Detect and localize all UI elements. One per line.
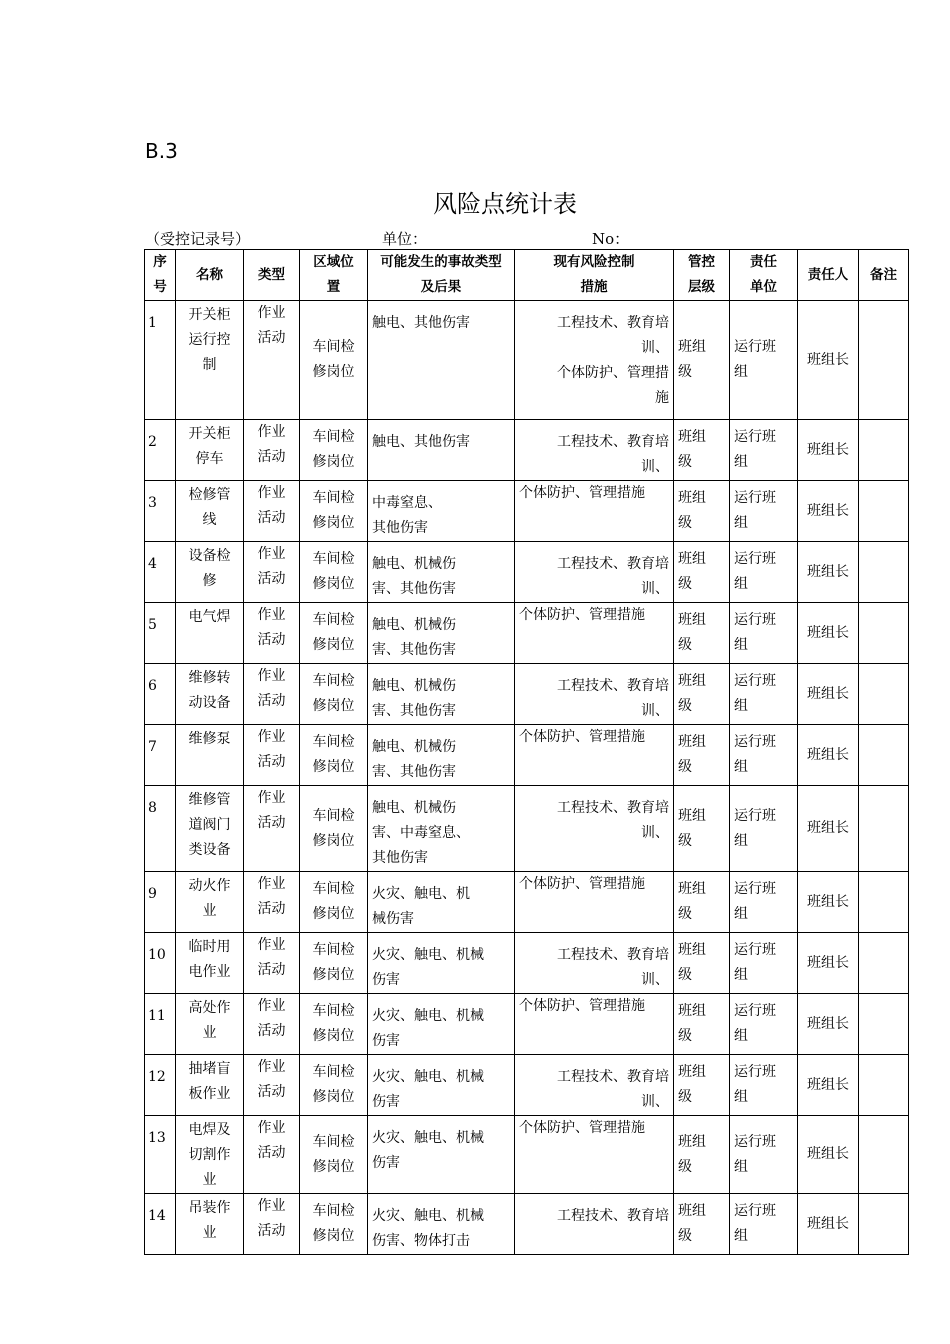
row-level: 班组 级 [674,872,730,933]
row-note [859,542,909,603]
row-note [859,603,909,664]
header-seq: 序 号 [145,250,176,301]
header-consequence: 可能发生的事故类型 及后果 [368,250,515,301]
table-row [145,872,909,933]
row-consequence: 中毒窒息、 其他伤害 [368,481,515,542]
row-note [859,1116,909,1194]
row-note [859,786,909,872]
row-measures: 个体防护、管理措施 [515,872,674,933]
table-row [145,420,909,481]
row-person: 班组长 [798,725,859,786]
row-level: 班组 级 [674,301,730,420]
table-row [145,786,909,872]
row-seq: 10 [145,933,176,994]
row-note [859,664,909,725]
row-area: 车间检 修岗位 [300,481,368,542]
row-type: 作业 活动 [244,725,300,786]
row-area: 车间检 修岗位 [300,664,368,725]
row-consequence: 火灾、触电、机械 伤害 [368,1116,515,1194]
row-name: 电气焊 [176,603,244,664]
section-number: B.3 [145,139,178,163]
header-level: 管控 层级 [674,250,730,301]
row-name: 维修转 动设备 [176,664,244,725]
row-consequence: 触电、机械伤 害、其他伤害 [368,603,515,664]
row-consequence: 火灾、触电、机械 伤害 [368,1055,515,1116]
table-row [145,1055,909,1116]
page-title: 风险点统计表 [433,190,577,218]
row-person: 班组长 [798,933,859,994]
row-seq: 3 [145,481,176,542]
row-area: 车间检 修岗位 [300,1116,368,1194]
row-consequence: 触电、机械伤 害、其他伤害 [368,542,515,603]
row-type: 作业 活动 [244,1116,300,1194]
row-consequence: 触电、其他伤害 [368,301,515,420]
row-area: 车间检 修岗位 [300,301,368,420]
row-area: 车间检 修岗位 [300,786,368,872]
row-measures: 工程技术、教育培 训、 [515,420,674,481]
row-seq: 2 [145,420,176,481]
row-type: 作业 活动 [244,994,300,1055]
row-area: 车间检 修岗位 [300,542,368,603]
row-unit: 运行班 组 [730,725,798,786]
row-level: 班组 级 [674,933,730,994]
row-person: 班组长 [798,481,859,542]
row-person: 班组长 [798,1055,859,1116]
header-name: 名称 [176,250,244,301]
table-row [145,933,909,994]
row-person: 班组长 [798,420,859,481]
row-note [859,994,909,1055]
row-name: 高处作 业 [176,994,244,1055]
table-row [145,664,909,725]
row-person: 班组长 [798,1116,859,1194]
row-area: 车间检 修岗位 [300,1194,368,1255]
row-level: 班组 级 [674,994,730,1055]
row-name: 维修泵 [176,725,244,786]
row-measures: 工程技术、教育培 训、 [515,1055,674,1116]
row-measures: 个体防护、管理措施 [515,1116,674,1194]
row-area: 车间检 修岗位 [300,933,368,994]
row-note [859,481,909,542]
row-type: 作业 活动 [244,542,300,603]
row-consequence: 火灾、触电、机 械伤害 [368,872,515,933]
row-unit: 运行班 组 [730,786,798,872]
row-person: 班组长 [798,1194,859,1255]
row-consequence: 触电、机械伤 害、其他伤害 [368,725,515,786]
row-person: 班组长 [798,994,859,1055]
row-unit: 运行班 组 [730,1055,798,1116]
table-row [145,1116,909,1194]
row-unit: 运行班 组 [730,542,798,603]
row-measures: 工程技术、教育培 训、 [515,786,674,872]
row-consequence: 触电、机械伤 害、中毒窒息、 其他伤害 [368,786,515,872]
row-note [859,872,909,933]
row-consequence: 火灾、触电、机械 伤害 [368,994,515,1055]
header-type: 类型 [244,250,300,301]
risk-point-table [144,249,909,1255]
row-person: 班组长 [798,664,859,725]
table-body [145,301,909,1255]
row-area: 车间检 修岗位 [300,603,368,664]
row-type: 作业 活动 [244,1055,300,1116]
row-area: 车间检 修岗位 [300,994,368,1055]
header-note: 备注 [859,250,909,301]
row-level: 班组 级 [674,664,730,725]
number-label: No： [592,230,630,248]
row-name: 检修管 线 [176,481,244,542]
row-level: 班组 级 [674,420,730,481]
row-seq: 11 [145,994,176,1055]
row-note [859,420,909,481]
row-type: 作业 活动 [244,301,300,420]
header-person: 责任人 [798,250,859,301]
row-consequence: 火灾、触电、机械 伤害、物体打击 [368,1194,515,1255]
row-note [859,725,909,786]
table-row [145,542,909,603]
row-measures: 工程技术、教育培 训、 [515,664,674,725]
row-measures: 个体防护、管理措施 [515,481,674,542]
unit-label: 单位： [382,230,428,248]
row-note [859,1194,909,1255]
row-consequence: 火灾、触电、机械 伤害 [368,933,515,994]
row-measures: 工程技术、教育培 训、 个体防护、管理措 施 [515,301,674,420]
table-row [145,1194,909,1255]
row-seq: 4 [145,542,176,603]
row-unit: 运行班 组 [730,301,798,420]
row-measures: 工程技术、教育培 [515,1194,674,1255]
row-level: 班组 级 [674,725,730,786]
row-person: 班组长 [798,786,859,872]
table-header-row [145,250,909,301]
table-row [145,725,909,786]
row-measures: 个体防护、管理措施 [515,603,674,664]
row-area: 车间检 修岗位 [300,725,368,786]
row-measures: 工程技术、教育培 训、 [515,933,674,994]
row-level: 班组 级 [674,1194,730,1255]
row-name: 设备检 修 [176,542,244,603]
row-seq: 13 [145,1116,176,1194]
row-person: 班组长 [798,872,859,933]
row-level: 班组 级 [674,481,730,542]
row-name: 抽堵盲 板作业 [176,1055,244,1116]
row-consequence: 触电、其他伤害 [368,420,515,481]
row-unit: 运行班 组 [730,664,798,725]
row-type: 作业 活动 [244,872,300,933]
row-unit: 运行班 组 [730,420,798,481]
header-measures: 现有风险控制 措施 [515,250,674,301]
row-level: 班组 级 [674,1055,730,1116]
row-seq: 5 [145,603,176,664]
row-seq: 9 [145,872,176,933]
row-level: 班组 级 [674,1116,730,1194]
row-name: 开关柜 停车 [176,420,244,481]
row-measures: 个体防护、管理措施 [515,994,674,1055]
row-person: 班组长 [798,301,859,420]
row-name: 吊装作 业 [176,1194,244,1255]
row-area: 车间检 修岗位 [300,1055,368,1116]
row-unit: 运行班 组 [730,933,798,994]
row-level: 班组 级 [674,542,730,603]
row-type: 作业 活动 [244,1194,300,1255]
table-row [145,301,909,420]
row-unit: 运行班 组 [730,994,798,1055]
row-person: 班组长 [798,542,859,603]
row-unit: 运行班 组 [730,872,798,933]
table-row [145,603,909,664]
row-note [859,933,909,994]
row-seq: 7 [145,725,176,786]
row-measures: 工程技术、教育培 训、 [515,542,674,603]
row-unit: 运行班 组 [730,1194,798,1255]
row-note [859,1055,909,1116]
header-area: 区域位 置 [300,250,368,301]
row-name: 动火作 业 [176,872,244,933]
row-seq: 1 [145,301,176,420]
row-note [859,301,909,420]
row-level: 班组 级 [674,603,730,664]
row-type: 作业 活动 [244,481,300,542]
row-name: 电焊及 切割作 业 [176,1116,244,1194]
header-unit: 责任 单位 [730,250,798,301]
row-seq: 8 [145,786,176,872]
row-measures: 个体防护、管理措施 [515,725,674,786]
row-type: 作业 活动 [244,786,300,872]
row-unit: 运行班 组 [730,603,798,664]
table-row [145,481,909,542]
row-unit: 运行班 组 [730,1116,798,1194]
table-row [145,994,909,1055]
row-seq: 12 [145,1055,176,1116]
row-type: 作业 活动 [244,420,300,481]
row-unit: 运行班 组 [730,481,798,542]
row-name: 开关柜 运行控 制 [176,301,244,420]
row-seq: 14 [145,1194,176,1255]
row-level: 班组 级 [674,786,730,872]
row-area: 车间检 修岗位 [300,420,368,481]
record-number-label: （受控记录号） [145,230,251,248]
row-seq: 6 [145,664,176,725]
row-type: 作业 活动 [244,933,300,994]
row-consequence: 触电、机械伤 害、其他伤害 [368,664,515,725]
row-type: 作业 活动 [244,664,300,725]
row-area: 车间检 修岗位 [300,872,368,933]
row-person: 班组长 [798,603,859,664]
row-name: 临时用 电作业 [176,933,244,994]
row-type: 作业 活动 [244,603,300,664]
row-name: 维修管 道阀门 类设备 [176,786,244,872]
